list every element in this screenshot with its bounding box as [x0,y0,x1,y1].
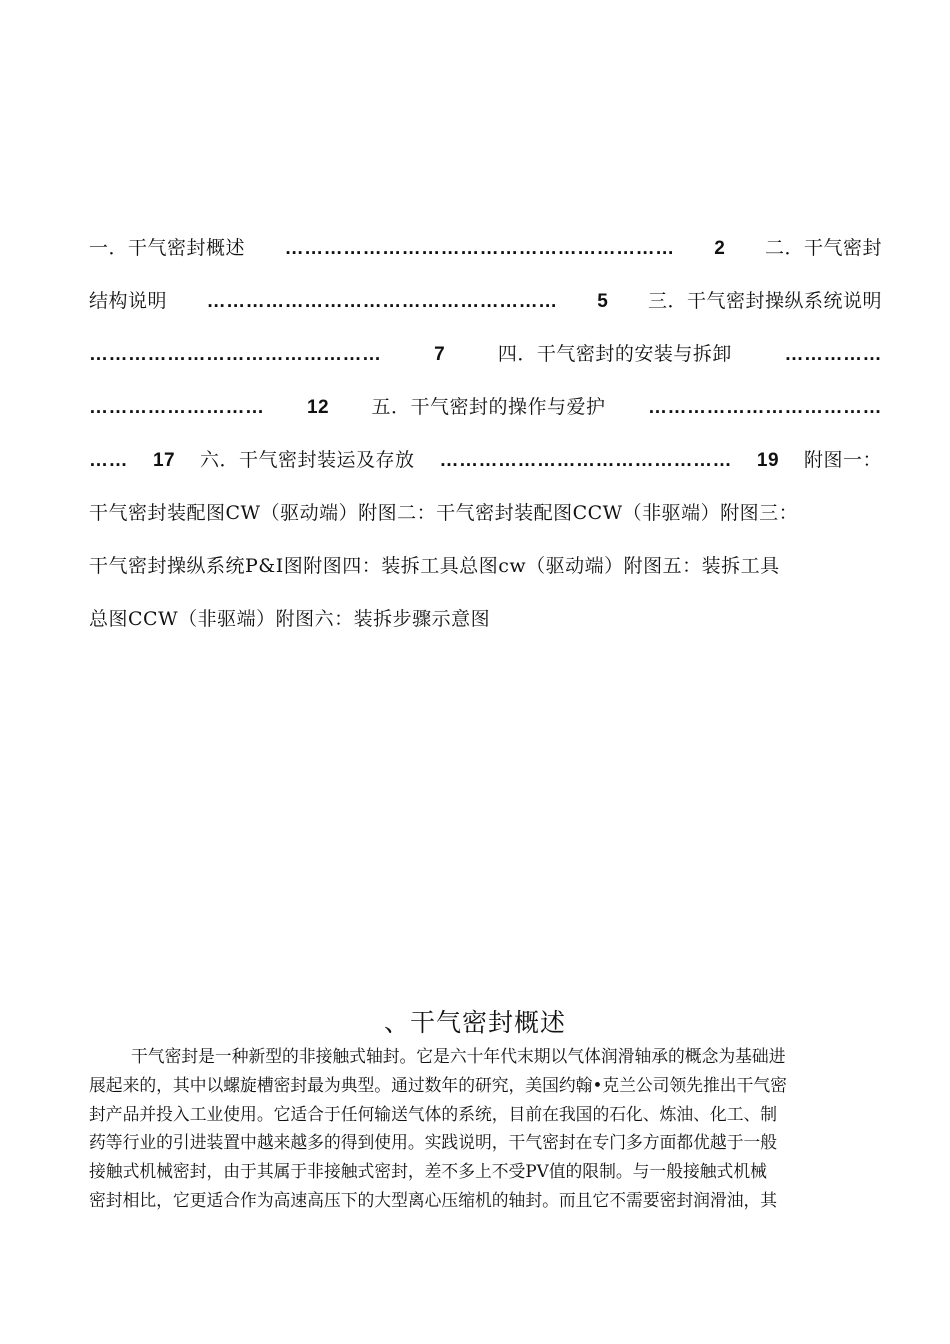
section-heading: 、干气密封概述 [383,1008,566,1037]
toc-entry-title: 五．干气密封的操作与爱护 [371,396,606,418]
paragraph-line: 密封相比，它更适合作为高速高压下的大型离心压缩机的轴封。而且它不需要密封润滑油，其 [89,1189,778,1210]
toc-leader-dots: ……………………………………… [89,344,382,365]
toc-line [89,434,882,487]
toc-leader-dots: ……………………… [89,397,265,418]
toc-entry-title: 四．干气密封的安装与拆卸 [497,343,732,365]
toc-line [89,487,882,540]
toc-leader-dots: ……………………………………………… [206,291,558,312]
section-body [89,1042,882,1215]
toc-page-number: 5 [597,291,609,312]
paragraph-line: 接触式机械密封，由于其属于非接触式密封，差不多上不受PV值的限制。与一般接触式机械 [89,1161,767,1182]
toc-line [89,222,882,275]
toc-entry-title: 三．干气密封操纵系统说明 [647,290,882,312]
toc-leader-dots: ……………………………………… [439,450,732,471]
toc-appendix-list: 干气密封操纵系统P&I图附图四：装拆工具总图cw（驱动端）附图五：装拆工具 [89,555,780,577]
paragraph-line: 封产品并投入工业使用。它适合于任何输送气体的系统，目前在我国的石化、炼油、化工、制 [89,1103,778,1124]
toc-leader-dots: …… [89,450,128,471]
paragraph-line: 展起来的，其中以螺旋槽密封最为典型。通过数年的研究，美国约翰•克兰公司领先推出干气密 [89,1074,787,1095]
toc-entry-title: 结构说明 [89,290,168,312]
toc-appendix-list: 干气密封装配图CW（驱动端）附图二：干气密封装配图CCW（非驱端）附图三： [89,502,799,524]
toc-leader-dots: …………… [784,344,882,365]
toc-page-number: 17 [152,450,176,471]
toc-leader-dots: …………………………………………………… [284,238,675,259]
toc-page-number: 19 [756,450,780,471]
toc-line [89,328,882,381]
toc-line [89,593,882,646]
toc-page-number: 7 [434,344,446,365]
toc-entry-title: 六．干气密封装运及存放 [200,449,415,471]
toc-line [89,381,882,434]
toc-line [89,275,882,328]
toc-entry-title: 一．干气密封概述 [89,237,246,259]
toc-appendix-list: 总图CCW（非驱端）附图六：装拆步骤示意图 [89,608,491,630]
toc-page-number: 2 [714,238,726,259]
toc-leader-dots: ……………………………… [647,397,882,418]
toc-entry-title: 附图一： [803,449,882,471]
table-of-contents [89,222,882,646]
toc-entry-title: 二．干气密封 [764,237,882,259]
paragraph-line: 干气密封是一种新型的非接触式轴封。它是六十年代末期以气体润滑轴承的概念为基础进 [131,1046,786,1066]
toc-line [89,540,882,593]
paragraph-line: 药等行业的引进装置中越来越多的得到使用。实践说明，干气密封在专门多方面都优越于一般 [89,1132,778,1153]
toc-page-number: 12 [306,397,330,418]
